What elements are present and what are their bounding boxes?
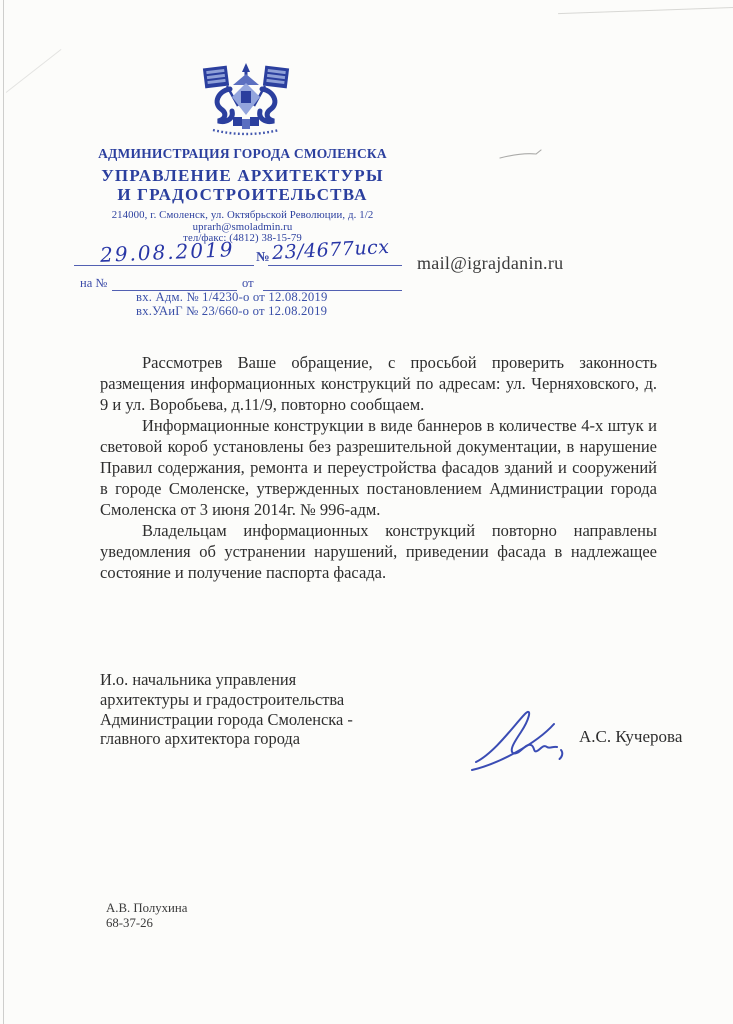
signer-position-line1: И.о. начальника управления	[100, 670, 297, 689]
body-paragraph-3: Владельцам информационных конструкций повторно направлены уведомления об устранении нарушений, приведении фасада в надлежащее состояние и получение паспорта фасада.	[100, 521, 657, 582]
letterhead-address: 214000, г. Смоленск, ул. Октябрьской Революции, д. 1/2	[111, 209, 374, 221]
organization-name: АДМИНИСТРАЦИЯ ГОРОДА СМОЛЕНСКА	[98, 146, 387, 161]
addressee-email: mail@igrajdanin.ru	[417, 253, 564, 273]
signer-position-line2: архитектуры и градостроительства	[100, 689, 345, 709]
letterhead	[85, 146, 400, 245]
ot-label: от	[242, 276, 254, 290]
number-sign: №	[256, 249, 270, 264]
body-paragraph-2: Информационные конструкции в виде баннеров в количестве 4-х штук и световой короб установлены без разрешительной документации, в нарушение Правил содержания, ремонта и переустройства фасадов зданий и сооружений в городе Смоленске, утвержденных постановлением Администрации города Смоленска от 3 июня 2014г. № 996-адм.	[100, 416, 657, 519]
handwritten-signature-icon	[468, 698, 593, 776]
body-paragraph-1: Рассмотрев Ваше обращение, с просьбой проверить законность размещения информационных конструкций по адресам: ул. Черняховского, д. 9 и ул. Воробьева, д.11/9, повторно сообщаем.	[100, 353, 657, 414]
signer-position-line3: Администрации города Смоленска -	[100, 709, 353, 729]
handwritten-date: 29.08.2019	[99, 237, 235, 267]
letterhead-email: uprarh@smoladmin.ru	[192, 220, 293, 233]
smolensk-coat-of-arms-icon	[199, 62, 293, 140]
scan-edge-artifact	[3, 0, 4, 1024]
executor-phone: 68-37-26	[106, 916, 153, 930]
na-no-label: на №	[80, 276, 108, 290]
letterhead-phone: тел/факс: (4812) 38-15-79	[183, 232, 302, 245]
pencil-mark-artifact	[498, 147, 546, 163]
handwritten-outgoing-number: 23/4677исх	[271, 235, 391, 265]
signer-position-block	[100, 670, 353, 749]
number-rule-line	[268, 265, 402, 266]
scan-streak-artifact	[6, 49, 62, 93]
incoming-stamp-line2: вх.УАиГ № 23/660-о от 12.08.2019	[136, 304, 328, 318]
signer-name: А.С. Кучерова	[579, 727, 683, 746]
incoming-stamp-line1: вх. Адм. № 1/4230-о от 12.08.2019	[136, 290, 328, 304]
date-rule-line	[74, 265, 254, 266]
letter-body	[100, 352, 657, 583]
signer-position-line4: главного архитектора города	[100, 729, 301, 749]
department-name-line2: И ГРАДОСТРОИТЕЛЬСТВА	[117, 185, 368, 204]
executor-block	[106, 901, 187, 931]
department-name-line1: УПРАВЛЕНИЕ АРХИТЕКТУРЫ	[101, 166, 384, 185]
scan-streak-artifact	[558, 7, 733, 14]
executor-name: А.В. Полухина	[106, 901, 188, 915]
